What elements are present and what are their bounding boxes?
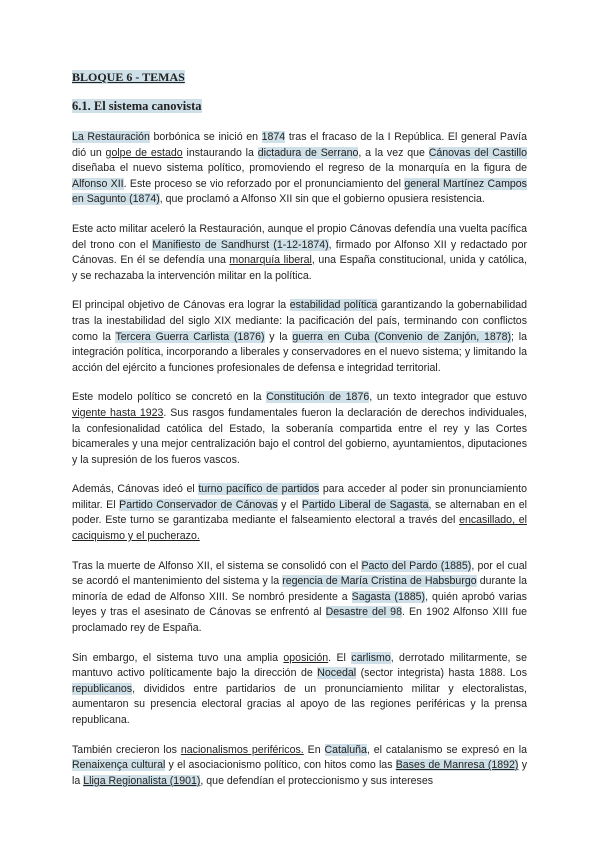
highlighted-term: Partido Conservador de Cánovas [119, 498, 278, 511]
text-run: . El [328, 651, 352, 664]
highlighted-term: carlismo [351, 651, 391, 664]
text-run: . Este proceso se vio reforzado por el pronunciamiento del [123, 177, 405, 190]
highlighted-term: Cataluña [324, 743, 367, 756]
text-run: instaurando la [182, 146, 258, 159]
text-run: , a la vez que [358, 146, 429, 159]
text-run: Además, Cánovas ideó el [72, 483, 199, 496]
highlighted-term: vigente hasta 1923 [72, 406, 164, 419]
highlighted-term: Lliga Regionalista (1901) [83, 774, 201, 787]
highlighted-term: Cánovas del Castillo [428, 146, 527, 159]
paragraph [72, 390, 527, 468]
highlighted-term: guerra en Cuba (Convenio de Zanjón, 1878) [292, 330, 512, 343]
highlighted-term: oposición [283, 651, 329, 664]
highlighted-term: Alfonso XII [72, 177, 124, 190]
text-run: , que defendían el proteccionismo y sus intereses [200, 774, 434, 787]
text-run: y la [264, 330, 293, 343]
highlighted-term: Constitución de 1876 [266, 391, 370, 404]
text-run: En [303, 743, 325, 756]
highlighted-term: Pacto del Pardo (1885) [361, 559, 472, 572]
paragraph [72, 298, 527, 376]
paragraph [72, 130, 527, 208]
text-run: Tras la muerte de Alfonso XII, el sistema se consolidó con el [72, 559, 362, 572]
body-text [72, 130, 527, 789]
text-run: y el [277, 498, 302, 511]
text-run: , que proclamó a Alfonso XII sin que el gobierno opusiera resistencia. [159, 193, 485, 206]
text-run: Este modelo político se concretó en la [72, 391, 267, 404]
highlighted-term: Partido Liberal de Sagasta [301, 498, 429, 511]
text-run: . En 1902 Alfonso XIII fue proclamado rey de España. [72, 606, 527, 635]
paragraph [72, 559, 527, 637]
document-page [72, 70, 527, 803]
highlighted-term: Tercera Guerra Carlista (1876) [115, 330, 265, 343]
highlighted-term: monarquía liberal [229, 254, 312, 267]
highlighted-term: golpe de estado [105, 146, 183, 159]
text-run: También crecieron los [72, 743, 181, 756]
highlighted-term: estabilidad política [289, 299, 378, 312]
text-run: y el asociacionismo político, con hitos como las [165, 759, 396, 772]
text-run: Este acto militar aceleró la Restauración, aunque el propio Cánovas defendía una vuelta pacífica del trono con el [72, 222, 527, 251]
highlighted-term: Sagasta (1885) [351, 590, 426, 603]
text-run: Sin embargo, el sistema tuvo una amplia [72, 651, 284, 664]
highlighted-term: republicanos [72, 682, 133, 695]
text-run: , derrotado militarmente, se mantuvo activo políticamente bajo la dirección de [72, 651, 527, 680]
highlighted-term: regencia de María Cristina de Habsburgo [282, 575, 477, 588]
text-run: borbónica se inició en [149, 131, 262, 143]
text-run: durante la minoría de edad de Alfonso XIII. Se nombró presidente a [72, 575, 527, 603]
highlighted-term: 1874 [261, 131, 286, 143]
text-run: , divididos entre partidarios de un pronunciamiento militar y electoralistas, aumentaron su presencia electoral gracias al apoyo de las regiones periféricas y la prensa republicana. [72, 682, 527, 726]
highlighted-term: Bases de Manresa (1892) [395, 759, 519, 772]
text-run: , el catalanismo se expresó en la [366, 743, 527, 756]
text-run: , firmado por Alfonso XII y redactado por Cánovas. En él se defendía una [72, 238, 527, 267]
paragraph [72, 743, 527, 790]
highlighted-term: encasillado, el caciquismo y el pucherazo. [72, 514, 527, 543]
text-run: , quién aprobó varias leyes y tras el asesinato de Cánovas se enfrentó al [72, 590, 527, 619]
paragraph [72, 651, 527, 729]
text-run: y la [72, 759, 527, 787]
highlighted-term: Desastre del 98 [325, 606, 402, 619]
section-title: 6.1. El sistema canovista [72, 99, 202, 113]
text-run: para acceder al poder sin pronunciamiento militar. El [72, 483, 527, 511]
paragraph [72, 222, 527, 284]
text-run: tras el fracaso de la I República. El general Pavía dió un [72, 131, 527, 159]
text-run: El principal objetivo de Cánovas era lograr la [72, 299, 290, 312]
text-run: , un texto integrador que estuvo [369, 391, 527, 404]
highlighted-term: Nocedal [317, 667, 357, 680]
paragraph [72, 482, 527, 544]
highlighted-term: turno pacífico de partidos [198, 483, 320, 496]
bloque-title: BLOQUE 6 - TEMAS [72, 70, 185, 84]
text-run: garantizando la gobernabilidad tras la inestabilidad del siglo XIX mediante: la pacificación del país, terminando con conflictos como la [72, 299, 527, 343]
highlighted-term: La Restauración [72, 131, 150, 143]
text-run: , se alternaban en el poder. Este turno se garantizaba mediante el falseamiento electoral a través del [72, 498, 527, 527]
text-run: , por el cual se acordó el mantenimiento del sistema y la [72, 559, 528, 588]
text-run: ; la integración política, incorporando a liberales y conservadores en el nuevo sistema; y limitando la acción del ejército a funciones profesionales de defensa e integridad territorial. [72, 330, 527, 374]
text-run: , una España constitucional, unida y católica, y se rechazaba la intervención militar en la política. [72, 254, 528, 282]
text-run: diseñaba el nuevo sistema político, promoviendo el regreso de la monarquía en la figura de [72, 162, 527, 175]
text-run: (sector integrista) hasta 1888. Los [356, 667, 527, 680]
highlighted-term: general Martínez Campos en Sagunto (1874) [72, 177, 527, 206]
highlighted-term: Manifiesto de Sandhurst (1-12-1874) [152, 238, 329, 251]
highlighted-term: dictadura de Serrano [257, 146, 359, 159]
highlighted-term: nacionalismos periféricos. [180, 743, 304, 756]
text-run: . Sus rasgos fundamentales fueron la declaración de derechos individuales, la confesionalidad católica del Estado, la soberanía compartida entre el rey y las Cortes bicamerales y una mejor centralización bajo el control del gobierno, ayuntamientos, diputaciones y la supresión de los fueros vascos. [72, 406, 528, 466]
highlighted-term: Renaixença cultural [72, 759, 166, 772]
